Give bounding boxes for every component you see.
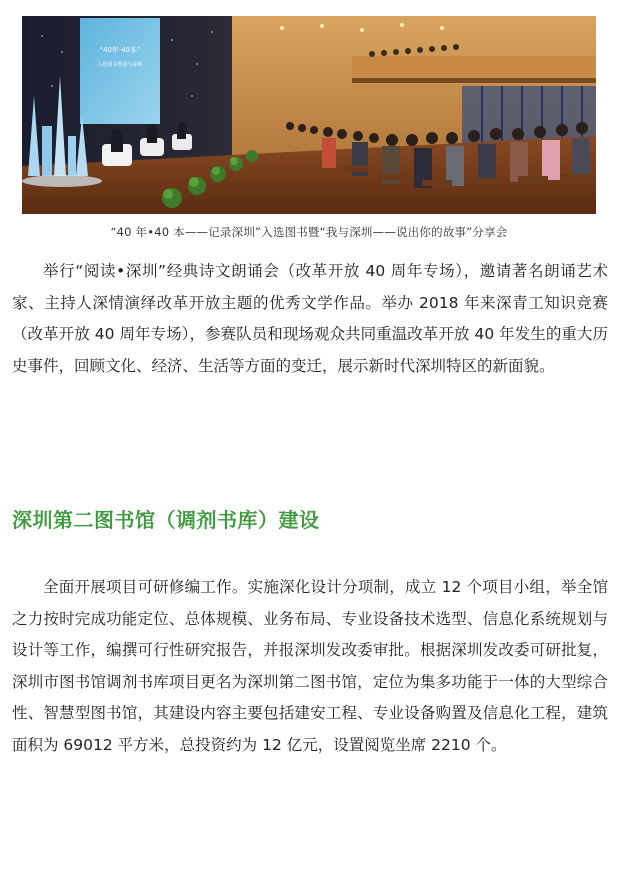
body-paragraph: 全面开展项目可研修编工作。实施深化设计分项制，成立 12 个项目小组，举全馆之力按时完成功能定位、总体规模、业务布局、专业设备技术选型、信息化系统规划与设计等工作，编撰可行性研究报告，并报深圳发改委审批。根据深圳发改委可研批复，深圳市图书馆调剂书库项目更名为深圳第二图书馆，定位为集多功能于一体的大型综合性、智慧型图书馆，其建设内容主要包括建安工程、专业设备购置及信息化工程，建筑面积为 69012 平方米，总投资约为 12 亿元，设置阅览坐席 2210 个。 <box>12 578 608 754</box>
svg-text:入选图书暨我与深圳: 入选图书暨我与深圳 <box>97 62 143 68</box>
conference-photo <box>22 16 596 214</box>
photo-caption: “40 年•40 本——记录深圳”入选图书暨“我与深圳——说出你的故事”分享会 <box>110 225 508 239</box>
svg-text:“40年·40本”: “40年·40本” <box>99 46 141 54</box>
body-paragraph: 举行“阅读•深圳”经典诗文朗诵会（改革开放 40 周年专场），邀请著名朗诵艺术家、主持人深情演绎改革开放主题的优秀文学作品。举办 2018 年来深青工知识竞赛（改革开放 40 周年专场），参赛队员和现场观众共同重温改革开放 40 年发生的重大历史事件，回顾文化、经济、生活等方面的变迁，展示新时代深圳特区的新面貌。 <box>12 262 608 375</box>
section-title: 深圳第二图书馆（调剂书库）建设 <box>12 508 320 532</box>
